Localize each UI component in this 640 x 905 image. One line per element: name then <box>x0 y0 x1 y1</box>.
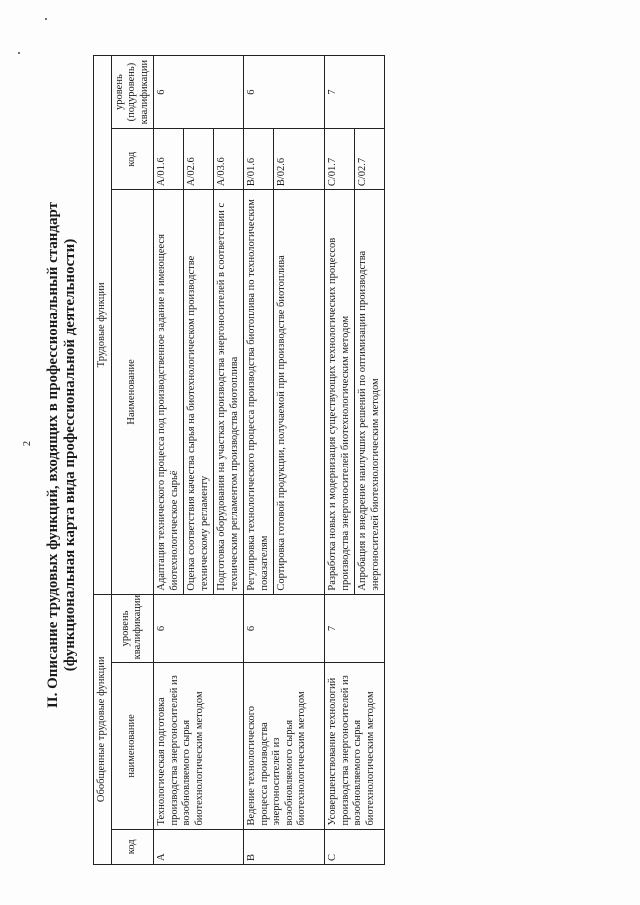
table-row <box>244 56 274 865</box>
tf-name: Апробация и внедрение наилучших решений по оптимизации производства энергоносителей биотехнологическим методом <box>355 190 385 594</box>
tf-name: Подготовка оборудования на участках производства энергоносителей в соответствии с техническим регламентом производства биотоплива <box>214 190 244 594</box>
gtf-code: С <box>325 829 385 864</box>
tf-code: С/02.7 <box>355 129 385 190</box>
tf-name: Оценка соответствия качества сырья на биотехнологическом производстве техническому регламенту <box>184 190 214 594</box>
gtf-name: Усовершенствование технологий производства энергоносителей из возобновляемого сырья биотехнологическим методом <box>325 663 385 829</box>
title-line-1: II. Описание трудовых функций, входящих в профессиональный стандарт <box>45 201 61 709</box>
header-function-name: Наименование <box>111 190 154 594</box>
gtf-level: 6 <box>244 594 325 663</box>
table-row <box>154 56 184 865</box>
scan-speck <box>18 52 20 54</box>
table-row <box>325 56 355 865</box>
rotated-content <box>45 45 625 865</box>
tf-name: Регулировка технологического процесса производства биотоплива по технологическим показателям <box>244 190 274 594</box>
header-row-1 <box>94 56 112 865</box>
gtf-name: Ведение технологического процесса производства энергоносителей из возобновляемого сырья биотехнологическим методом <box>244 663 325 829</box>
gtf-name: Технологическая подготовка производства энергоносителей из возобновляемого сырья биотехнологическим методом <box>154 663 244 829</box>
page-number: 2 <box>22 441 33 446</box>
section-title <box>45 45 79 865</box>
tf-code: В/02.6 <box>274 129 325 190</box>
header-code: код <box>111 829 154 864</box>
header-name: наименование <box>111 663 154 829</box>
scan-speck <box>45 18 47 20</box>
tf-level: 6 <box>244 56 325 129</box>
header-labor: Трудовые функции <box>94 56 112 595</box>
header-generalized: Обобщенные трудовые функции <box>94 594 112 864</box>
header-level-sub: уровень (подуровень) квалификации <box>111 56 154 129</box>
header-function-code: код <box>111 129 154 190</box>
gtf-code: А <box>154 829 244 864</box>
tf-level: 7 <box>325 56 385 129</box>
tf-code: С/01.7 <box>325 129 355 190</box>
gtf-level: 6 <box>154 594 244 663</box>
tf-name: Разработка новых и модернизация существующих технологических процессов производства энергоносителей биотехнологическим методом <box>325 190 355 594</box>
title-line-2: (функциональная карта вида профессиональной деятельности) <box>62 238 78 672</box>
header-row-2 <box>111 56 154 865</box>
functional-map-table <box>93 55 385 865</box>
tf-code: В/01.6 <box>244 129 274 190</box>
tf-name: Адаптация технического процесса под производственное задание и имеющееся биотехнологическое сырьё <box>154 190 184 594</box>
tf-level: 6 <box>154 56 244 129</box>
tf-code: А/02.6 <box>184 129 214 190</box>
header-qual-level: уровень квалификации <box>111 594 154 663</box>
tf-code: А/03.6 <box>214 129 244 190</box>
gtf-code: В <box>244 829 325 864</box>
gtf-level: 7 <box>325 594 385 663</box>
tf-code: А/01.6 <box>154 129 184 190</box>
tf-name: Сортировка готовой продукции, получаемой при производстве биотоплива <box>274 190 325 594</box>
